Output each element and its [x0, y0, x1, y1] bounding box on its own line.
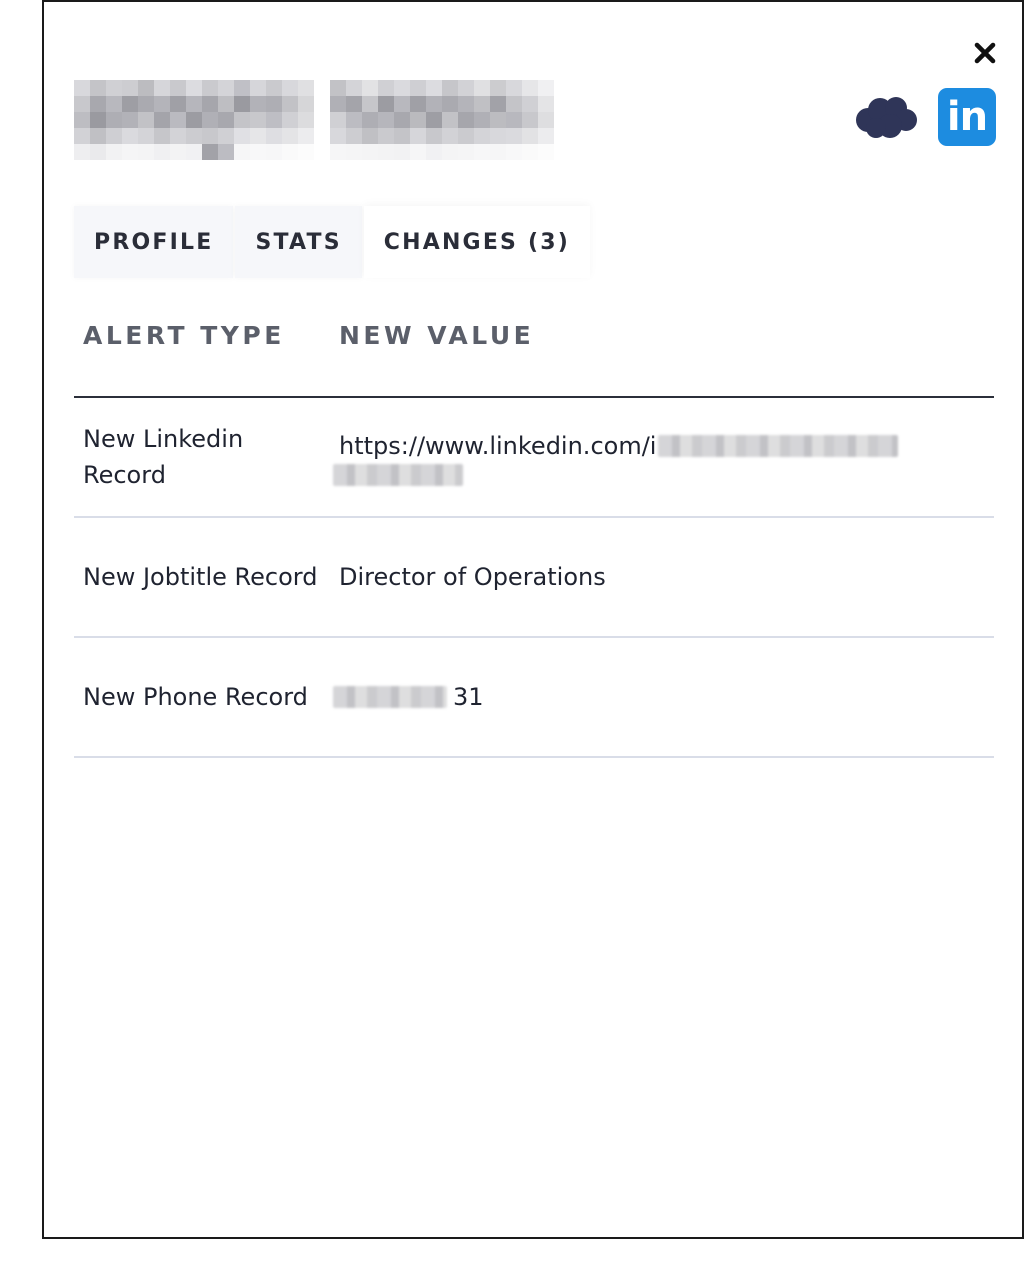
linkedin-url-line-2: [339, 464, 994, 486]
redacted-url-part: [658, 435, 898, 457]
changes-table: [74, 278, 994, 758]
last-name-redacted: [330, 80, 554, 160]
table-row: [74, 398, 994, 518]
linkedin-icon[interactable]: [938, 88, 996, 146]
tab-stats[interactable]: STATS: [235, 206, 361, 278]
table-row: [74, 638, 994, 758]
integration-icons: [854, 88, 996, 146]
salesforce-cloud-shape: [856, 97, 917, 138]
alert-type-cell: [74, 559, 330, 595]
redacted-url-part-2: [333, 464, 463, 486]
column-header-alert-type: ALERT TYPE: [83, 320, 285, 350]
table-row: [74, 518, 994, 638]
linkedin-url-line: [339, 428, 994, 464]
tab-profile[interactable]: PROFILE: [74, 206, 233, 278]
column-header-new-value: NEW VALUE: [339, 320, 535, 350]
alert-type-text: New Jobtitle Record: [83, 563, 318, 591]
new-value-text: Director of Operations: [339, 563, 606, 591]
contact-name-redacted: [74, 80, 554, 160]
new-value-cell: [330, 679, 994, 715]
table-header: [74, 278, 994, 398]
salesforce-cloud-icon[interactable]: [854, 94, 918, 140]
linkedin-icon-label: in: [946, 94, 988, 140]
tab-bar: [74, 206, 592, 278]
tab-changes[interactable]: CHANGES (3): [364, 206, 590, 278]
first-name-redacted: [74, 80, 314, 160]
redacted-phone-part: [333, 686, 447, 708]
alert-type-cell: [74, 679, 330, 715]
new-value-text[interactable]: https://www.linkedin.com/i: [339, 432, 657, 460]
new-value-cell: [330, 428, 994, 486]
close-button[interactable]: [970, 38, 1000, 68]
alert-type-cell: [74, 421, 330, 493]
phone-line: [339, 679, 994, 715]
alert-type-text: New Linkedin Record: [83, 425, 244, 489]
new-value-text: 31: [453, 683, 484, 711]
new-value-cell: [330, 559, 994, 595]
contact-detail-panel: [42, 0, 1024, 1239]
close-icon: [973, 41, 997, 65]
alert-type-text: New Phone Record: [83, 683, 308, 711]
